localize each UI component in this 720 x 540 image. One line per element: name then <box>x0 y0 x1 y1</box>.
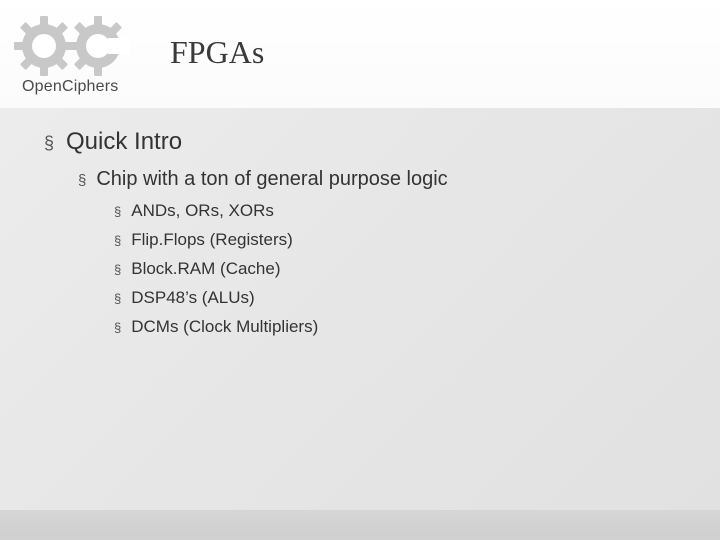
bullet-text: Quick Intro <box>66 128 183 155</box>
slide-header <box>0 0 720 108</box>
bullet-text: Block.RAM (Cache) <box>131 259 281 278</box>
slide-title: FPGAs <box>170 34 265 70</box>
bullet-level3 <box>114 288 255 308</box>
bullet-level3 <box>114 317 318 337</box>
bullet-text: DSP48’s (ALUs) <box>131 288 255 307</box>
bullet-level3 <box>114 201 274 221</box>
section-bullet-icon: § <box>114 262 122 277</box>
bullet-level2 <box>78 168 448 191</box>
logo-text: OpenCiphers <box>22 78 119 95</box>
bullet-text: ANDs, ORs, XORs <box>131 201 274 220</box>
section-bullet-icon: § <box>114 320 122 335</box>
bullet-text: DCMs (Clock Multipliers) <box>131 317 319 336</box>
section-bullet-icon: § <box>114 204 122 219</box>
section-bullet-icon: § <box>44 133 55 153</box>
bullet-level3 <box>114 259 281 279</box>
section-bullet-icon: § <box>78 172 87 189</box>
bullet-text: Chip with a ton of general purpose logic <box>96 168 448 190</box>
open-ciphers-logo <box>14 14 130 102</box>
gear-logo-icon <box>14 14 130 78</box>
bullet-level3 <box>114 230 293 250</box>
slide-footer-bar <box>0 510 720 540</box>
section-bullet-icon: § <box>114 233 122 248</box>
bullet-text: Flip.Flops (Registers) <box>131 230 293 249</box>
section-bullet-icon: § <box>114 291 122 306</box>
slide-body <box>0 108 720 510</box>
bullet-level1 <box>44 128 182 156</box>
